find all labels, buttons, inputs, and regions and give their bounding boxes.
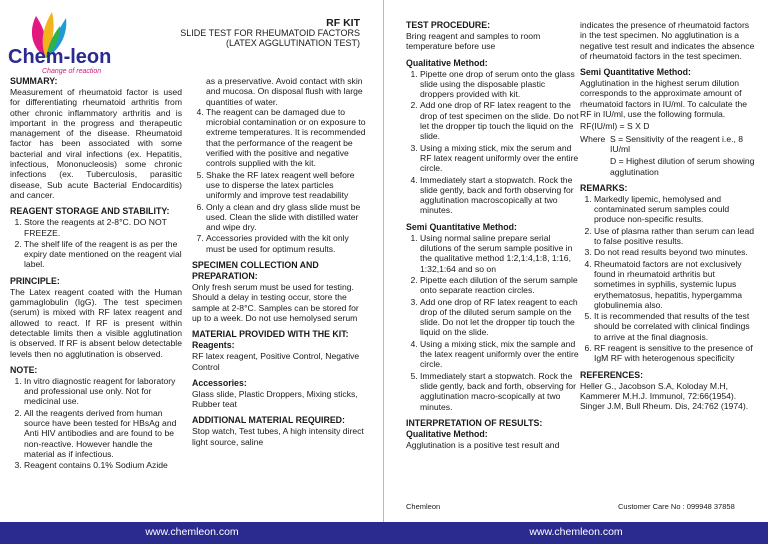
storage-item: 2. The shelf life of the reagent is as per the expiry date mentioned on the reagent vial label.	[24, 239, 182, 270]
note-item: 7. Accessories provided with the kit only must be used for optimum results.	[206, 233, 366, 254]
left-column	[10, 76, 182, 472]
note-item: 4. The reagent can be damaged due to microbial contamination or on exposure to extreme temperatures. It is recommended that the performance of the reagent be verified with the positive and negative controls supplied with the kit.	[206, 107, 366, 169]
note-heading: NOTE:	[10, 364, 38, 375]
reagents-text: RF latex reagent, Positive Control, Negative Control	[192, 351, 360, 372]
material-heading: MATERIAL PROVIDED WITH THE KIT:	[192, 329, 349, 340]
remark-item: 4. Rheumatoid factors are not exclusively found in rheumatoid arthritis but sometimes in syphilis, systemic lupus erythematosus, hepatitis, hypergamma globulinemia also.	[594, 259, 758, 310]
additional-heading: ADDITIONAL MATERIAL REQUIRED:	[192, 415, 345, 426]
note-item: 2. All the reagents derived from human source have been tested for HBsAg and Anti HIV antibodies and are found to be non-reactive. However handle the material as if infectious.	[24, 408, 182, 459]
procedure-step: 4. Immediately start a stopwatch. Rock the slide gently, back and forth observing for agglutination macroscopically at two minutes.	[420, 175, 580, 216]
note-item: 1. In vitro diagnostic reagent for laboratory and professional use only. Not for medicinal use.	[24, 376, 182, 407]
semi-quant-result-text: Agglutination in the highest serum dilution corresponds to the approximate amount of rheumatoid factors in IU/ml. To calculate the RF in IU/ml, use the following formula.	[580, 78, 748, 120]
procedure-step: 5. Immediately start a stopwatch. Rock the slide gently, back and forth, observing for agglutination macro-scopically at two minutes.	[420, 371, 580, 412]
procedure-step: 1. Using normal saline prepare serial dilutions of the serum sample positive in the qualitative method 1:2,1:4,1:8, 1:16, 1:32,1:64 and so on	[420, 233, 580, 274]
interpretation-qual-heading: Qualitative Method:	[406, 428, 488, 439]
accessories-text: Glass slide, Plastic Droppers, Mixing sticks, Rubber teat	[192, 388, 358, 410]
reagents-subheading: Reagents:	[192, 340, 235, 351]
reference-item: Heller G., Jacobson S.A, Koloday M.H, Kammerer M.H.J. Immunol, 72:66(1954).	[580, 380, 737, 401]
rf-formula: RF(IU/ml) = S X D	[580, 121, 650, 132]
brand-tagline: Change of reaction	[42, 68, 102, 75]
left-page	[0, 0, 384, 522]
note-item: 3. Reagent contains 0.1% Sodium Azide	[24, 460, 182, 470]
specimen-text: Only fresh serum must be used for testing. Should a delay in testing occur, store the sample at 2-8°C. Samples can be stored for up to a week. Do not use hemolysed serum	[192, 282, 359, 323]
procedure-step: 2. Add one drop of RF latex reagent to the drop of test specimen on the slide. Do not let the dropper tip touch the liquid on the slide.	[420, 100, 580, 141]
remark-item: 1. Markedly lipemic, hemolysed and contaminated serum samples could produce non-specific results.	[594, 194, 758, 225]
footer-brand: Chemleon	[406, 502, 441, 511]
procedure-step: 1. Pipette one drop of serum onto the glass slide using the disposable plastic droppers provided with kit.	[420, 69, 580, 100]
procedure-intro: Bring reagent and samples to room temperature before use	[406, 31, 541, 52]
middle-column	[192, 76, 366, 447]
note-continued: as a preservative. Avoid contact with skin and mucosa. On disposal flush with large quantities of water.	[206, 76, 363, 107]
storage-heading: REAGENT STORAGE AND STABILITY:	[10, 206, 170, 217]
procedure-column	[406, 20, 580, 450]
where-label: Where	[580, 133, 606, 144]
procedure-heading: TEST PROCEDURE:	[406, 20, 491, 30]
footer-bar	[0, 522, 768, 544]
note-item: 5. Shake the RF latex reagent well before use to disperse the latex particles uniformly and improve test readability	[206, 170, 366, 201]
remark-item: 6. RF reagent is sensitive to the presence of IgM RF with heterogenous specificity	[594, 343, 758, 364]
accessories-heading: Accessories:	[192, 377, 247, 388]
brand-logo	[8, 10, 148, 75]
specimen-heading: SPECIMEN COLLECTION AND PREPARATION:	[192, 260, 319, 282]
footer-url-left[interactable]: www.chemleon.com	[145, 526, 239, 538]
additional-text: Stop watch, Test tubes, A high intensity direct light source, saline	[192, 426, 364, 447]
reference-item: Singer J.M, Bull Rheum. Dis, 24:762 (1974).	[580, 401, 749, 412]
principle-heading: PRINCIPLE:	[10, 275, 60, 286]
remark-item: 5. It is recommended that results of the test should be correlated with clinical findings to arrive at the final diagnosis.	[594, 311, 758, 342]
procedure-step: 3. Add one drop of RF latex reagent to each drop of the diluted serum sample on the slide. Do not let the dropper tip touch the liquid on the slide.	[420, 297, 580, 338]
procedure-step: 2. Pipette each dilution of the serum sample onto separate reaction circles.	[420, 275, 580, 296]
note-item: 6. Only a clean and dry glass slide must be used. Clean the slide with distilled water and wipe dry.	[206, 202, 366, 233]
interpretation-heading: INTERPRETATION OF RESULTS:	[406, 417, 543, 428]
semi-quant-result-heading: Semi Quantitative Method:	[580, 67, 691, 78]
references-heading: REFERENCES:	[580, 369, 644, 380]
results-column	[580, 20, 758, 412]
interpretation-text: Agglutination is a positive test result and	[406, 439, 560, 450]
procedure-step: 4. Using a mixing stick, mix the sample and the latex reagent uniformly over the entire circle.	[420, 339, 580, 370]
remarks-heading: REMARKS:	[580, 182, 628, 193]
qualitative-heading: Qualitative Method:	[406, 57, 488, 68]
semi-quantitative-heading: Semi Quantitative Method:	[406, 221, 517, 232]
procedure-step: 3. Using a mixing stick, mix the serum and RF latex reagent uniformly over the entire circle.	[420, 143, 580, 174]
storage-item: 1. Store the reagents at 2-8°C. DO NOT FREEZE.	[24, 217, 182, 238]
kit-name: RF KIT	[326, 17, 360, 29]
customer-care: Customer Care No : 099948 37858	[618, 502, 735, 511]
remark-item: 2. Use of plasma rather than serum can lead to false positive results.	[594, 226, 758, 247]
d-definition: D = Highest dilution of serum showing agglutination	[610, 156, 755, 177]
kit-title	[170, 18, 360, 48]
right-page	[384, 0, 768, 522]
brand-name: Chem-leon	[8, 46, 112, 68]
principle-text: The Latex reagent coated with the Human gammaglobulin (IgG). The test specimen (serum) is mixed with RF latex reagent and allowed to react. If RF is present within detectable limits then a visible agglutination is observed. If RF is absent below detectable levels then no agglutination is observed.	[10, 286, 182, 359]
summary-text: Measurement of rheumatoid factor is used for differentiating rheumatoid arthritis from other chronic inflammatory arthritis and is important in the progress and therapeutic management of the disease. Rheumatoid factor has been associated with some bacterial and viral infections (ex. Hepatitis, infectious, Mononucleosis) some chronic infections (ex. Tuberculosis, parasitic disease, Sub acute Bacterial Endocarditis) and cancer.	[10, 87, 182, 200]
interpretation-continued: indicates the presence of rheumatoid factors in the test specimen. No agglutination is a negative test result and indicates the absence of rheumatoid factors in the test specimen.	[580, 20, 755, 61]
kit-subtitle-2: (LATEX AGGLUTINATION TEST)	[225, 38, 360, 48]
remark-item: 3. Do not read results beyond two minutes.	[594, 247, 758, 257]
kit-subtitle-1: SLIDE TEST FOR RHEUMATOID FACTORS	[180, 28, 360, 38]
summary-heading: SUMMARY:	[10, 76, 58, 86]
s-definition: S = Sensitivity of the reagent i.e., 8 IU/ml	[610, 133, 744, 154]
footer-url-right[interactable]: www.chemleon.com	[529, 526, 623, 538]
